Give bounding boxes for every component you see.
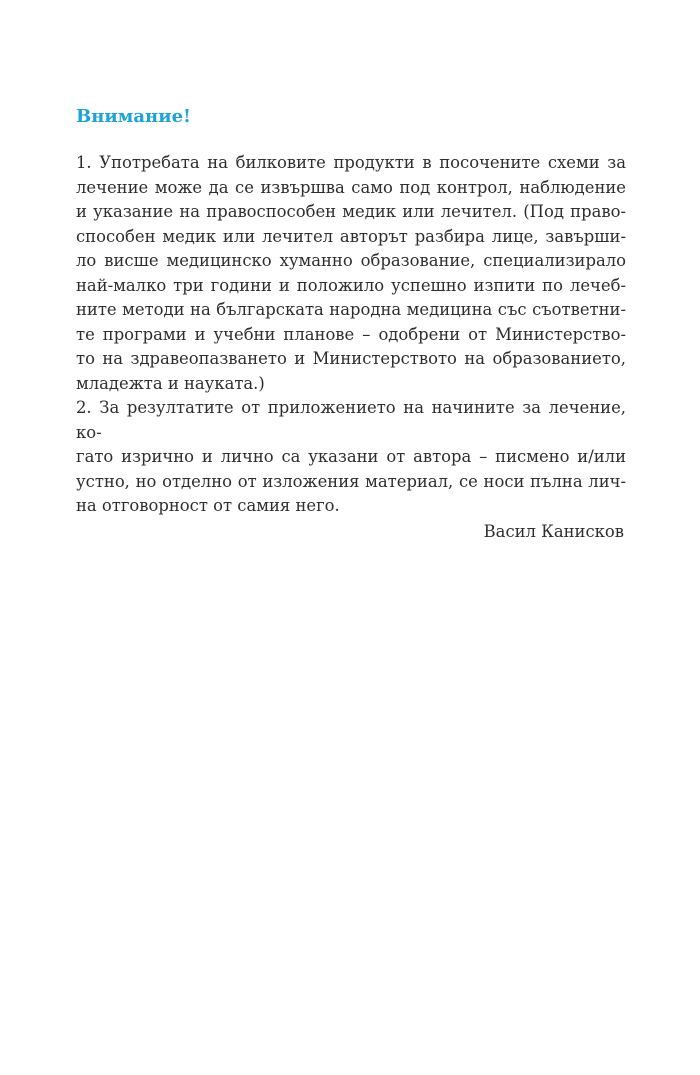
text-line: 2. За резултатите от приложението на начините за лечение, ко- <box>76 398 626 442</box>
paragraph-1 <box>76 151 626 396</box>
text-line: и указание на правоспособен медик или лечител. (Под право- <box>76 202 626 221</box>
text-line: устно, но отделно от изложения материал, се носи пълна лич- <box>76 471 626 491</box>
text-line: способен медик или лечител авторът разбира лице, завърши- <box>76 226 626 246</box>
paragraph-2 <box>76 396 626 519</box>
text-line: то на здравеопазването и Министерството на образованието, <box>76 349 626 368</box>
text-line: най-малко три години и положило успешно изпити по лечеб- <box>76 275 626 295</box>
author-signature: Васил Канисков <box>483 522 624 541</box>
text-line: младежта и науката.) <box>76 373 265 393</box>
text-line: те програми и учебни планове – одобрени от Министерство- <box>76 324 626 344</box>
warning-heading: Внимание! <box>76 106 191 127</box>
text-line: 1. Употребата на билковите продукти в посочените схеми за <box>76 153 626 172</box>
text-line: лечение може да се извършва само под контрол, наблюдение <box>76 177 626 197</box>
text-line: гато изрично и лично са указани от автора – писмено и/или <box>76 447 626 466</box>
text-line: на отговорност от самия него. <box>76 496 340 515</box>
text-line: ните методи на българската народна медицина със съответни- <box>76 300 626 319</box>
disclaimer-body <box>76 151 626 519</box>
text-line: ло висше медицинско хуманно образование, специализирало <box>76 251 626 270</box>
